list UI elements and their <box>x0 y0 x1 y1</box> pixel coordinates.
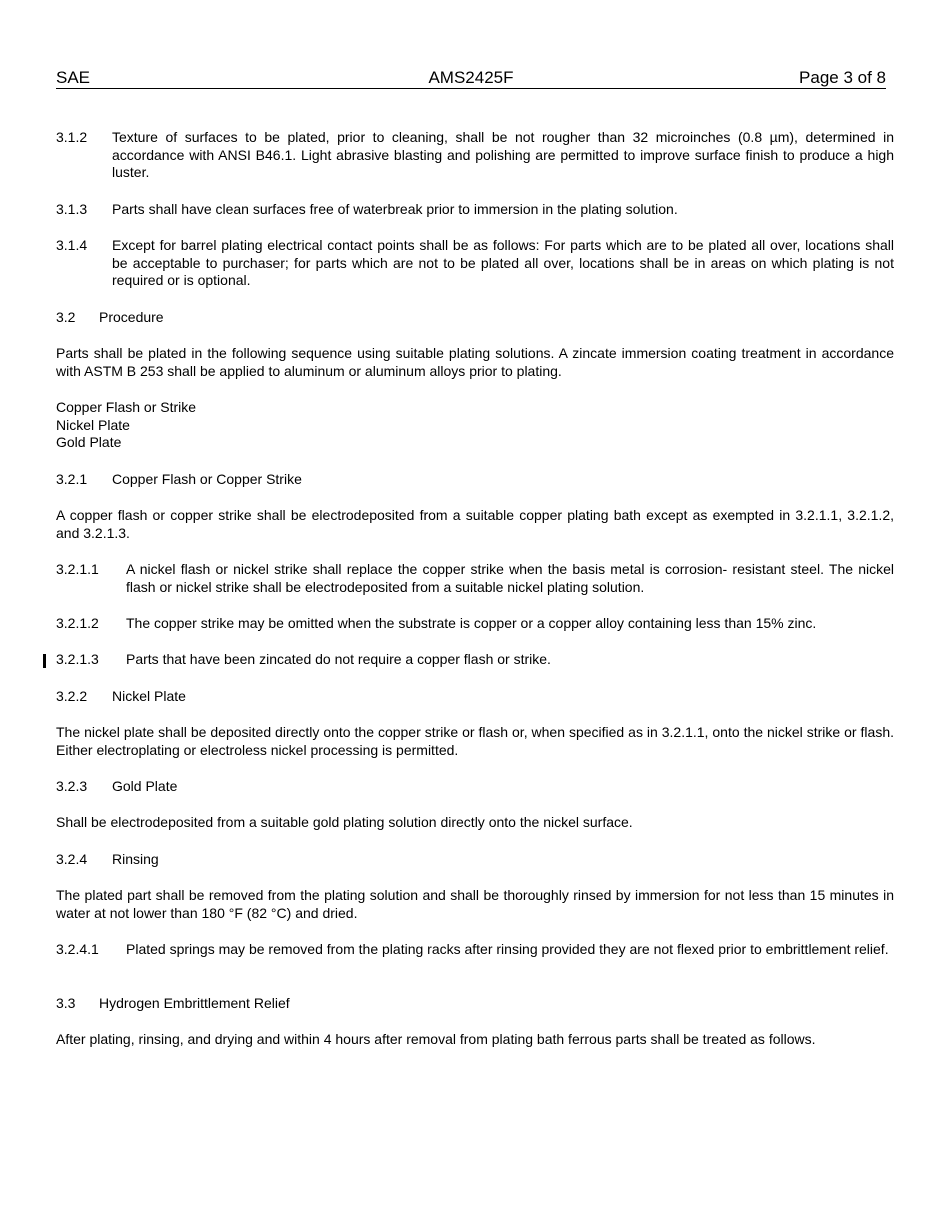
header-doc-id: AMS2425F <box>428 68 514 87</box>
paragraph-3-2-4: The plated part shall be removed from the plating solution and shall be thoroughly rinsed by immersion for not less than 15 minutes in water at not lower than 180 °F (82 °C) and dried. <box>56 887 894 921</box>
paragraph-text: Except for barrel plating electrical contact points shall be as follows: For parts which are to be plated all over, locations shall be acceptable to purchaser; for parts which are not to be plated all over, locations shall be in areas on which plating is not required or is optional. <box>112 237 894 288</box>
section-number: 3.2.4 <box>56 851 88 867</box>
section-number: 3.3 <box>56 995 76 1011</box>
plating-sequence-list <box>56 399 894 452</box>
paragraph-3-2-1-1 <box>56 561 894 596</box>
paragraph-3-2-1: A copper flash or copper strike shall be electrodeposited from a suitable copper plating bath except as exempted in 3.2.1.1, 3.2.1.2, and 3.2.1.3. <box>56 507 894 541</box>
section-number: 3.2.2 <box>56 688 88 704</box>
section-title: Gold Plate <box>112 778 178 794</box>
paragraph-3-1-2 <box>56 129 894 182</box>
list-item: Nickel Plate <box>56 416 130 433</box>
paragraph-number: 3.1.3 <box>56 201 88 217</box>
page-header <box>56 68 886 89</box>
paragraph-number: 3.1.2 <box>56 129 88 145</box>
paragraph-number: 3.1.4 <box>56 237 88 253</box>
paragraph-text: Parts that have been zincated do not require a copper flash or strike. <box>126 651 551 667</box>
list-item: Gold Plate <box>56 434 122 450</box>
paragraph-3-3: After plating, rinsing, and drying and within 4 hours after removal from plating bath ferrous parts shall be treated as follows. <box>56 1031 816 1047</box>
paragraph-number: 3.2.1.3 <box>56 651 99 667</box>
paragraph-text: Plated springs may be removed from the plating racks after rinsing provided they are not flexed prior to embrittlement relief. <box>126 941 889 957</box>
list-item: Copper Flash or Strike <box>56 399 197 415</box>
paragraph-3-2-4-1 <box>56 941 894 959</box>
section-number: 3.2.1 <box>56 471 88 487</box>
paragraph-text: The copper strike may be omitted when the substrate is copper or a copper alloy containing less than 15% zinc. <box>126 615 817 631</box>
paragraph-number: 3.2.4.1 <box>56 941 99 957</box>
header-org: SAE <box>56 68 91 87</box>
section-number: 3.2.3 <box>56 778 88 794</box>
paragraph-3-2-1-3 <box>56 651 894 669</box>
paragraph-3-2-3: Shall be electrodeposited from a suitable gold plating solution directly onto the nickel surface. <box>56 814 633 830</box>
paragraph-3-2-1-2 <box>56 615 894 633</box>
paragraph-3-1-4 <box>56 237 894 290</box>
paragraph-number: 3.2.1.1 <box>56 561 99 577</box>
section-title: Copper Flash or Copper Strike <box>112 471 302 487</box>
paragraph-text: Parts shall have clean surfaces free of waterbreak prior to immersion in the plating solution. <box>112 201 678 217</box>
revision-bar <box>43 654 46 668</box>
paragraph-text: Texture of surfaces to be plated, prior to cleaning, shall be not rougher than 32 microinches (0.8 µm), determined in accordance with ANSI B46.1. Light abrasive blasting and polishing are permitted to improve surface finish to produce a high luster. <box>112 129 894 180</box>
paragraph-3-2-2: The nickel plate shall be deposited directly onto the copper strike or flash or, when specified as in 3.2.1.1, onto the nickel strike or flash. Either electroplating or electroless nickel processing is permitted. <box>56 724 894 758</box>
section-number: 3.2 <box>56 309 76 325</box>
paragraph-number: 3.2.1.2 <box>56 615 99 631</box>
section-title: Rinsing <box>112 851 159 867</box>
section-title: Nickel Plate <box>112 688 186 704</box>
paragraph-3-2: Parts shall be plated in the following sequence using suitable plating solutions. A zincate immersion coating treatment in accordance with ASTM B 253 shall be applied to aluminum or aluminum alloys prior to plating. <box>56 345 894 379</box>
section-title: Procedure <box>99 309 164 325</box>
header-page-number: Page 3 of 8 <box>799 68 886 87</box>
paragraph-text: A nickel flash or nickel strike shall replace the copper strike when the basis metal is corrosion- resistant steel. The nickel flash or nickel strike shall be electrodeposited from a suitable nickel plating solution. <box>126 561 894 595</box>
paragraph-3-1-3 <box>56 201 894 219</box>
section-title: Hydrogen Embrittlement Relief <box>99 995 290 1011</box>
